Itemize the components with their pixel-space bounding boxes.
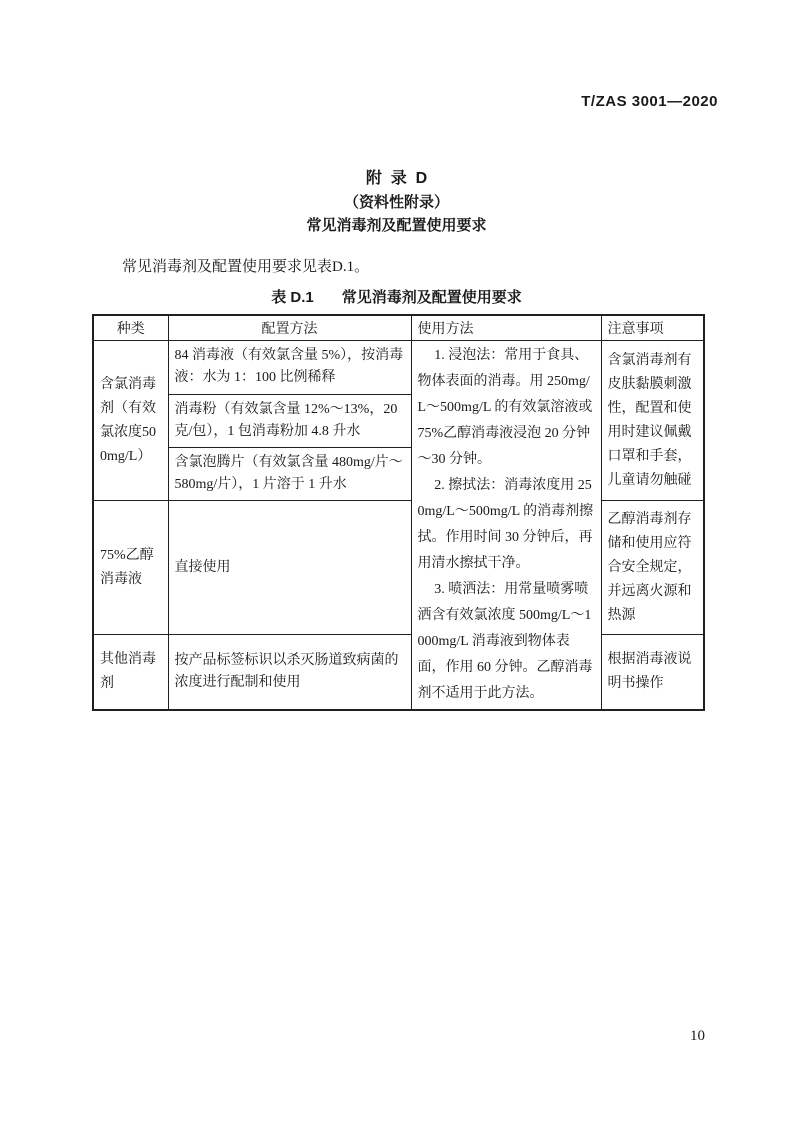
header-kind: 种类 [93,315,168,341]
table-row-chlorine-1 [93,341,704,395]
usage-paragraph-spray: 3. 喷洒法：用常量喷雾喷洒含有效氯浓度 500mg/L～1000mg/L 消毒液到物体表面，作用 60 分钟。乙醇消毒剂不适用于此方法。 [417,582,593,701]
usage-paragraph-soak: 1. 浸泡法：常用于食具、物体表面的消毒。用 250mg/L～500mg/L 的有效氯溶液或 75%乙醇消毒液浸泡 20 分钟～30 分钟。 [417,348,593,467]
cell-other-notes: 根据消毒液说明书操作 [601,635,704,710]
cell-alcohol-notes: 乙醇消毒剂存储和使用应符合安全规定，并远离火源和热源 [601,501,704,635]
appendix-title-block [0,167,793,237]
cell-chlorine-prep-powder: 消毒粉（有效氯含量 12%～13%，20 克/包），1 包消毒粉加 4.8 升水 [168,394,411,448]
cell-alcohol-prep: 直接使用 [168,501,411,635]
intro-paragraph: 常见消毒剂及配置使用要求见表D.1。 [122,259,370,275]
header-preparation: 配置方法 [168,315,411,341]
header-usage: 使用方法 [411,315,601,341]
table-row-alcohol [93,501,704,635]
doc-number: T/ZAS 3001—2020 [581,93,718,110]
cell-usage-methods [411,341,601,711]
cell-chlorine-notes: 含氯消毒剂有皮肤黏膜刺激性，配置和使用时建议佩戴口罩和手套，儿童请勿触碰 [601,341,704,501]
cell-chlorine-prep-tablet: 含氯泡腾片（有效氯含量 480mg/片～580mg/片），1 片溶于 1 升水 [168,448,411,501]
table-caption [0,286,793,307]
cell-alcohol-kind: 75%乙醇消毒液 [93,501,168,635]
table-header-row [93,315,704,341]
table-row-other [93,635,704,710]
appendix-heading: 常见消毒剂及配置使用要求 [306,217,487,234]
table-caption-label: 表 D.1 [271,289,314,306]
cell-chlorine-prep-84: 84 消毒液（有效氯含量 5%），按消毒液：水为 1：100 比例稀释 [168,341,411,395]
cell-other-kind: 其他消毒剂 [93,635,168,710]
appendix-subtitle: （资料性附录） [343,194,449,211]
cell-other-prep: 按产品标签标识以杀灭肠道致病菌的浓度进行配制和使用 [168,635,411,710]
disinfectant-table [92,314,705,711]
header-notes: 注意事项 [601,315,704,341]
page-number: 10 [690,1028,705,1044]
cell-chlorine-kind: 含氯消毒剂（有效氯浓度500mg/L） [93,341,168,501]
table-caption-title: 常见消毒剂及配置使用要求 [341,289,522,306]
usage-paragraph-wipe: 2. 擦拭法：消毒浓度用 250mg/L～500mg/L 的消毒剂擦拭。作用时间 30 分钟后，再用清水擦拭干净。 [417,478,594,571]
appendix-title: 附 录 D [365,170,428,187]
